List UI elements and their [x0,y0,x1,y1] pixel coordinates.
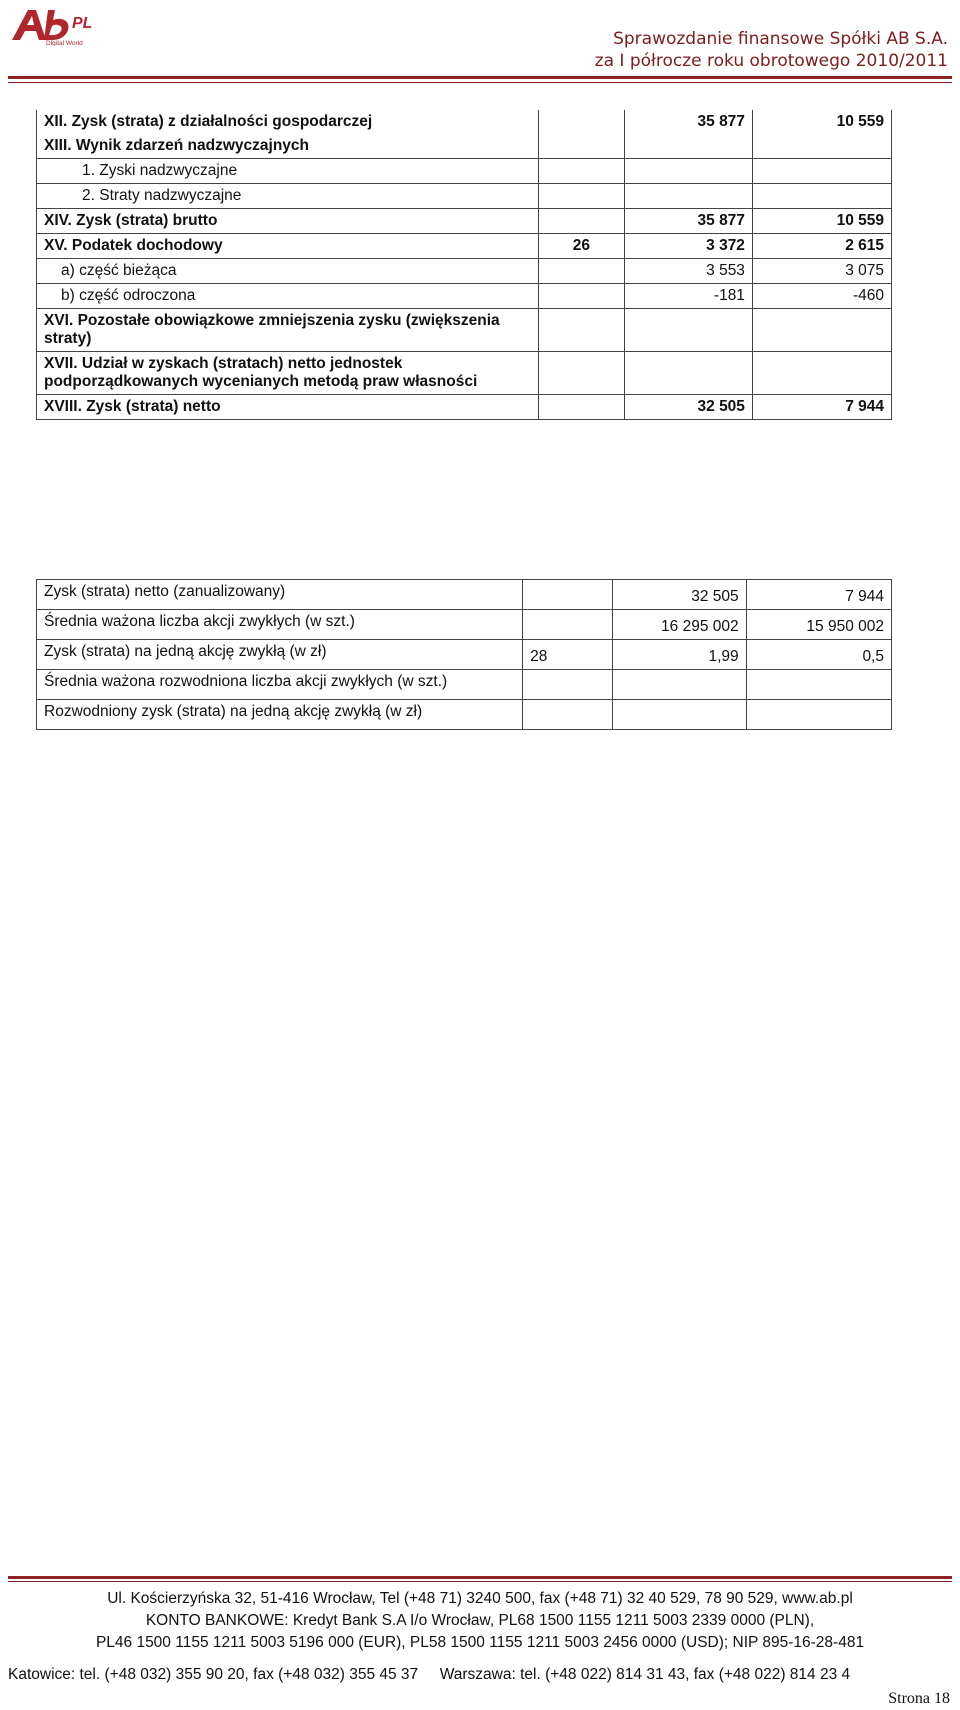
current-period-value: 3 553 [625,259,753,284]
previous-period-value: 0,5 [746,640,891,670]
previous-period-value: 2 615 [752,234,891,259]
current-period-value [625,352,753,395]
note-cell [523,610,613,640]
note-cell [523,700,613,730]
previous-period-value [746,670,891,700]
logo-tagline: Digital World [46,40,83,46]
row-label: Zysk (strata) netto (zanualizowany) [37,580,523,610]
table-row [37,259,892,284]
footer-branches: Katowice: tel. (+48 032) 355 90 20, fax (+48 032) 355 45 37 Warszawa: tel. (+48 022) 814 31 43, fax (+48 022) 814 23 4 [8,1666,851,1683]
row-label: Rozwodniony zysk (strata) na jedną akcję zwykłą (w zł) [37,700,523,730]
row-label: XII. Zysk (strata) z działalności gospodarczej [37,110,539,134]
previous-period-value [752,159,891,184]
header-rule-thin [8,82,952,83]
note-cell [538,395,625,420]
row-label: Średnia ważona liczba akcji zwykłych (w szt.) [37,610,523,640]
current-period-value [625,134,753,159]
row-label: Średnia ważona rozwodniona liczba akcji zwykłych (w szt.) [37,670,523,700]
current-period-value: 32 505 [625,395,753,420]
note-cell [523,580,613,610]
header-rule [8,76,952,79]
table-row [37,395,892,420]
note-cell [538,352,625,395]
note-cell [538,134,625,159]
note-cell [538,309,625,352]
footer-rule-thin [8,1581,952,1582]
previous-period-value [752,309,891,352]
footer-bank-accounts-2: PL46 1500 1155 1211 5003 5196 000 (EUR), PL58 1500 1155 1211 5003 2456 0000 (USD); NIP 895-16-28-481 [95,1634,865,1651]
previous-period-value [752,134,891,159]
logo-suffix: PL [72,15,93,32]
page-header [0,0,960,90]
document-title [595,28,948,72]
previous-period-value: -460 [752,284,891,309]
note-cell [538,110,625,134]
previous-period-value [746,700,891,730]
row-label: XIII. Wynik zdarzeń nadzwyczajnych [37,134,539,159]
current-period-value [613,670,746,700]
row-label: Zysk (strata) na jedną akcję zwykłą (w zł) [37,640,523,670]
current-period-value: 3 372 [625,234,753,259]
earnings-per-share-table [36,579,892,730]
table-row [37,352,892,395]
current-period-value [625,184,753,209]
current-period-value: 32 505 [613,580,746,610]
note-cell [538,159,625,184]
current-period-value: -181 [625,284,753,309]
table-row [37,640,892,670]
table-row [37,134,892,159]
table-row [37,110,892,134]
row-label: XVIII. Zysk (strata) netto [37,395,539,420]
current-period-value [625,159,753,184]
table-row [37,309,892,352]
footer-bank-account: KONTO BANKOWE: Kredyt Bank S.A I/o Wrocław, PL68 1500 1155 1211 5003 2339 0000 (PLN), [145,1612,815,1629]
previous-period-value [752,184,891,209]
note-cell [538,259,625,284]
current-period-value [613,700,746,730]
note-cell: 28 [523,640,613,670]
title-line-2: za I półrocze roku obrotowego 2010/2011 [594,51,948,71]
table-row [37,700,892,730]
current-period-value: 35 877 [625,209,753,234]
note-cell [523,670,613,700]
current-period-value [625,309,753,352]
footer-address: Ul. Kościerzyńska 32, 51-416 Wrocław, Tel (+48 71) 3240 500, fax (+48 71) 32 40 529, 78 90 529, www.ab.pl [107,1590,853,1607]
page-footer [0,1570,960,1654]
row-label: 2. Straty nadzwyczajne [37,184,539,209]
row-label: XVII. Udział w zyskach (stratach) netto jednostek podporządkowanych wycenianych metodą praw własności [37,352,539,395]
previous-period-value: 15 950 002 [746,610,891,640]
table-row [37,184,892,209]
row-label: b) część odroczona [37,284,539,309]
current-period-value: 16 295 002 [613,610,746,640]
current-period-value: 1,99 [613,640,746,670]
previous-period-value: 7 944 [752,395,891,420]
note-cell [538,284,625,309]
previous-period-value: 10 559 [752,110,891,134]
row-label: XIV. Zysk (strata) brutto [37,209,539,234]
previous-period-value: 10 559 [752,209,891,234]
table-row [37,209,892,234]
previous-period-value: 7 944 [746,580,891,610]
ab-logo [8,4,128,46]
note-cell [538,209,625,234]
table-row [37,670,892,700]
row-label: a) część bieżąca [37,259,539,284]
footer-rule [8,1576,952,1579]
row-label: XVI. Pozostałe obowiązkowe zmniejszenia zysku (zwiększenia straty) [37,309,539,352]
title-line-1: Sprawozdanie finansowe Spółki AB S.A. [613,29,948,49]
note-cell [538,184,625,209]
page-number: Strona 18 [888,1690,950,1707]
table-row [37,284,892,309]
table-row [37,159,892,184]
previous-period-value [752,352,891,395]
row-label: XV. Podatek dochodowy [37,234,539,259]
table-row [37,580,892,610]
table-row [37,234,892,259]
row-label: 1. Zyski nadzwyczajne [37,159,539,184]
previous-period-value: 3 075 [752,259,891,284]
current-period-value: 35 877 [625,110,753,134]
table-row [37,610,892,640]
note-cell: 26 [538,234,625,259]
income-statement-table [36,110,892,420]
